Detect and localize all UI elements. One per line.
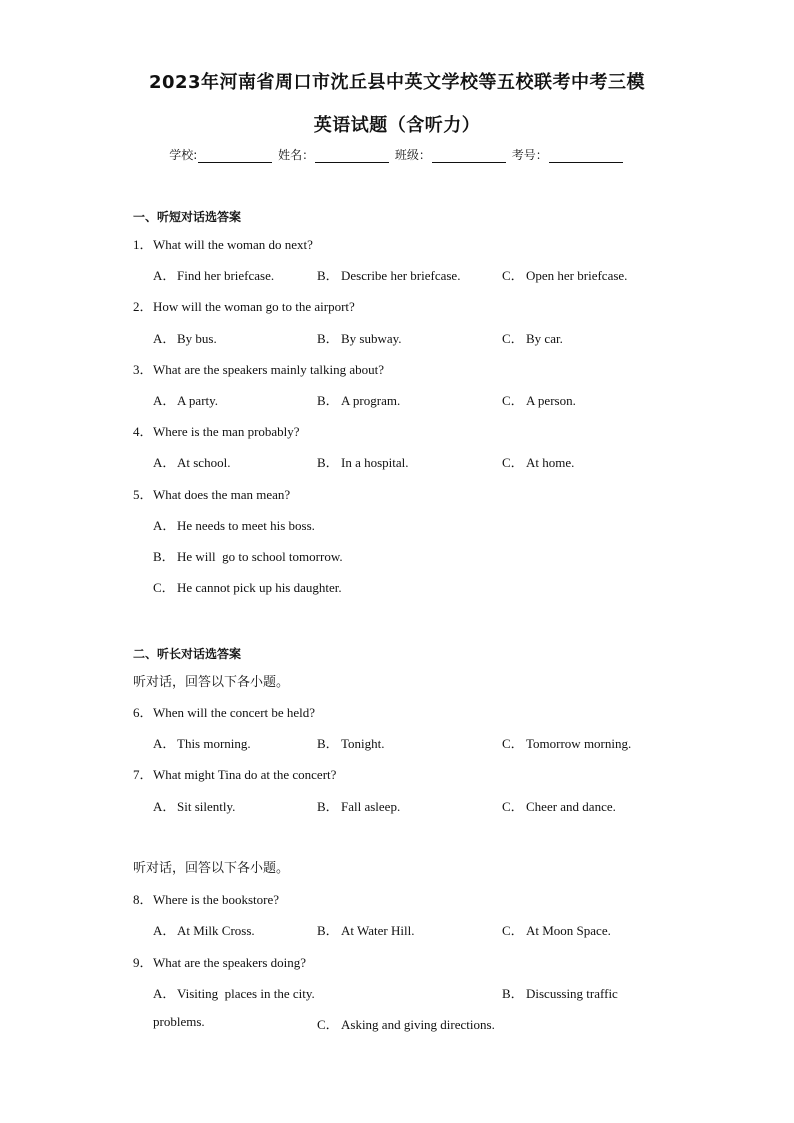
question-7	[133, 764, 336, 783]
option-letter: C．	[502, 268, 524, 283]
option-4b[interactable]	[317, 452, 409, 471]
option-letter: B．	[502, 986, 524, 1001]
question-number: 9．	[133, 955, 153, 970]
option-letter: C．	[502, 455, 524, 470]
question-text: What does the man mean?	[153, 487, 291, 502]
option-text: Open her briefcase.	[526, 268, 628, 283]
option-letter: B．	[317, 455, 339, 470]
option-text: Tonight.	[341, 736, 385, 751]
option-text: In a hospital.	[341, 455, 409, 470]
option-1a[interactable]	[153, 265, 274, 284]
student-info-line	[0, 146, 794, 163]
option-text: At Water Hill.	[341, 923, 415, 938]
option-2a[interactable]	[153, 328, 217, 347]
name-blank[interactable]	[315, 150, 389, 163]
question-text: What are the speakers doing?	[153, 955, 307, 970]
options-row-4	[0, 452, 794, 470]
question-3	[133, 359, 384, 378]
option-letter: A．	[153, 268, 176, 283]
option-letter: A．	[153, 799, 176, 814]
option-letter: B．	[317, 331, 339, 346]
option-8a[interactable]	[153, 920, 255, 939]
option-text: By bus.	[177, 331, 217, 346]
option-letter: C．	[502, 799, 524, 814]
question-9	[133, 952, 306, 971]
option-6b[interactable]	[317, 733, 385, 752]
options-row-2	[0, 328, 794, 346]
option-letter: B．	[317, 923, 339, 938]
question-number: 2．	[133, 299, 153, 314]
options-row-6	[0, 733, 794, 751]
option-2c[interactable]	[502, 328, 563, 347]
option-text: Tomorrow morning.	[526, 736, 632, 751]
option-letter: B．	[153, 549, 175, 564]
option-5c[interactable]	[153, 577, 342, 596]
option-letter: A．	[153, 923, 176, 938]
question-text: What might Tina do at the concert?	[153, 767, 337, 782]
option-text: Cheer and dance.	[526, 799, 616, 814]
question-text: When will the concert be held?	[153, 705, 316, 720]
option-letter: C．	[502, 331, 524, 346]
section2-instruction-2: 听对话，回答以下各小题。	[133, 861, 290, 876]
section2-heading: 二、听长对话选答案	[133, 647, 242, 661]
option-text: He cannot pick up his daughter.	[177, 580, 342, 595]
page-title: 2023年河南省周口市沈丘县中英文学校等五校联考中考三模	[148, 72, 646, 93]
question-number: 8．	[133, 892, 153, 907]
options-row-8	[0, 920, 794, 938]
exam-no-blank[interactable]	[549, 150, 623, 163]
name-label: 姓名：	[278, 148, 315, 162]
school-label: 学校:	[169, 148, 198, 162]
option-letter: B．	[317, 268, 339, 283]
option-8b[interactable]	[317, 920, 414, 939]
question-number: 4．	[133, 424, 153, 439]
option-letter: A．	[153, 736, 176, 751]
option-letter: B．	[317, 736, 339, 751]
option-text: Find her briefcase.	[177, 268, 275, 283]
option-text: A person.	[526, 393, 576, 408]
option-text: Discussing traffic	[526, 986, 618, 1001]
option-5a[interactable]	[153, 515, 315, 534]
option-9b[interactable]	[502, 983, 618, 1002]
option-letter: C．	[317, 1017, 339, 1032]
option-letter: B．	[317, 393, 339, 408]
question-text: How will the woman go to the airport?	[153, 299, 355, 314]
question-1	[133, 234, 313, 253]
class-blank[interactable]	[432, 150, 506, 163]
option-4a[interactable]	[153, 452, 230, 471]
option-letter: C．	[153, 580, 175, 595]
option-text: By car.	[526, 331, 563, 346]
option-7a[interactable]	[153, 796, 235, 815]
class-label: 班级：	[394, 148, 431, 162]
option-9b-continuation: problems.	[153, 1014, 205, 1029]
option-text: Fall asleep.	[341, 799, 401, 814]
options-row-9	[0, 983, 794, 1001]
option-6c[interactable]	[502, 733, 631, 752]
option-5b[interactable]	[153, 546, 343, 565]
question-text: Where is the bookstore?	[153, 892, 279, 907]
option-text: He needs to meet his boss.	[177, 518, 315, 533]
option-text: At school.	[177, 455, 231, 470]
option-letter: C．	[502, 736, 524, 751]
option-7c[interactable]	[502, 796, 616, 815]
option-1b[interactable]	[317, 265, 460, 284]
option-3a[interactable]	[153, 390, 218, 409]
section1-heading: 一、听短对话选答案	[133, 210, 242, 224]
question-number: 7．	[133, 767, 153, 782]
section2-instruction: 听对话，回答以下各小题。	[133, 675, 290, 690]
option-9c[interactable]	[317, 1014, 495, 1033]
option-text: At Milk Cross.	[177, 923, 255, 938]
option-letter: B．	[317, 799, 339, 814]
school-blank[interactable]	[198, 150, 272, 163]
option-8c[interactable]	[502, 920, 611, 939]
question-2	[133, 296, 355, 315]
question-number: 1．	[133, 237, 153, 252]
option-letter: A．	[153, 455, 176, 470]
question-number: 3．	[133, 362, 153, 377]
option-3c[interactable]	[502, 390, 576, 409]
option-text: Describe her briefcase.	[341, 268, 461, 283]
question-number: 6．	[133, 705, 153, 720]
options-row-1	[0, 265, 794, 283]
option-text: He will go to school tomorrow.	[177, 549, 343, 564]
option-text: A party.	[177, 393, 219, 408]
option-3b[interactable]	[317, 390, 400, 409]
option-text: Visiting places in the city.	[177, 986, 315, 1001]
option-letter: A．	[153, 331, 176, 346]
option-text: By subway.	[341, 331, 402, 346]
question-text: Where is the man probably?	[153, 424, 300, 439]
option-4c[interactable]	[502, 452, 574, 471]
question-number: 5．	[133, 487, 153, 502]
option-text: Sit silently.	[177, 799, 236, 814]
question-text: What will the woman do next?	[153, 237, 313, 252]
option-7b[interactable]	[317, 796, 400, 815]
question-5	[133, 484, 290, 503]
option-text: This morning.	[177, 736, 251, 751]
option-letter: A．	[153, 518, 176, 533]
option-6a[interactable]	[153, 733, 251, 752]
question-8	[133, 889, 279, 908]
option-text: At Moon Space.	[526, 923, 611, 938]
question-text: What are the speakers mainly talking about?	[153, 362, 385, 377]
option-text: Asking and giving directions.	[341, 1017, 495, 1032]
option-9a[interactable]	[153, 983, 315, 1002]
page-subtitle: 英语试题（含听力）	[313, 115, 481, 136]
question-6	[133, 702, 315, 721]
options-row-9-cont	[0, 1014, 794, 1032]
option-1c[interactable]	[502, 265, 627, 284]
option-letter: A．	[153, 986, 176, 1001]
option-2b[interactable]	[317, 328, 402, 347]
options-row-3	[0, 390, 794, 408]
question-4	[133, 421, 300, 440]
options-row-7	[0, 796, 794, 814]
option-letter: C．	[502, 923, 524, 938]
option-text: A program.	[341, 393, 401, 408]
option-letter: A．	[153, 393, 176, 408]
option-text: At home.	[526, 455, 575, 470]
option-letter: C．	[502, 393, 524, 408]
exam-no-label: 考号：	[511, 148, 548, 162]
